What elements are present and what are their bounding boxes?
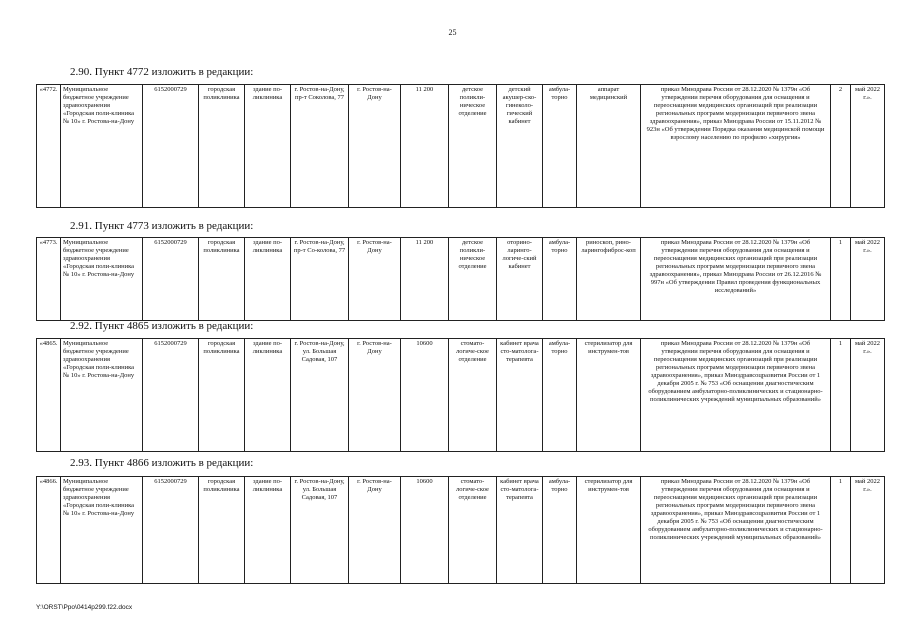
cell-department: детское поликли-ническое отделение	[449, 85, 497, 208]
cell-quantity: 1	[831, 339, 851, 452]
record-table	[36, 476, 885, 584]
cell-care-condition: амбула-торно	[543, 477, 577, 584]
section-title: 2.90. Пункт 4772 изложить в редакции:	[70, 66, 254, 78]
cell-organization-type: городская поликлиника	[199, 238, 245, 321]
cell-population: 11 200	[401, 238, 449, 321]
cell-record-number: «4772.	[37, 85, 61, 208]
cell-building-type: здание по-ликлиника	[245, 85, 291, 208]
cell-organization-type: городская поликлиника	[199, 339, 245, 452]
section-title: 2.93. Пункт 4866 изложить в редакции:	[70, 457, 254, 469]
cell-care-condition: амбула-торно	[543, 339, 577, 452]
cell-cabinet: оторино-ларинго-логиче-ский кабинет	[497, 238, 543, 321]
cell-record-number: «4773.	[37, 238, 61, 321]
table-row	[37, 339, 885, 452]
cell-organization-name: Муниципальное бюджетное учреждение здравоохранения «Городская поли-клиника № 10» г. Ростова-на-Дону	[61, 477, 143, 584]
cell-equipment: стерилизатор для инструмен-тов	[577, 477, 641, 584]
table-row	[37, 85, 885, 208]
cell-department: стомато-логиче-ское отделение	[449, 339, 497, 452]
cell-equipment: аппарат медицинский	[577, 85, 641, 208]
cell-deadline: май 2022 г.».	[851, 339, 885, 452]
cell-care-condition: амбула-торно	[543, 85, 577, 208]
cell-equipment: стерилизатор для инструмен-тов	[577, 339, 641, 452]
cell-inn: 6152000729	[143, 339, 199, 452]
cell-quantity: 2	[831, 85, 851, 208]
cell-municipality: г. Ростов-на-Дону	[349, 85, 401, 208]
cell-cabinet: кабинет врача сто-матолога-терапевта	[497, 477, 543, 584]
cell-record-number: «4866.	[37, 477, 61, 584]
section-title: 2.91. Пункт 4773 изложить в редакции:	[70, 220, 254, 232]
cell-address: г. Ростов-на-Дону, пр-т Со-колова, 77	[291, 238, 349, 321]
table-row	[37, 238, 885, 321]
footer-file-path: Y:\ORST\Ppo\0414p299.f22.docx	[36, 604, 133, 611]
cell-legal-basis: приказ Минздрава России от 28.12.2020 № 1379н «Об утверждении перечня оборудования для оснащения и переоснащения медицинских организаций при реализации региональных программ модернизации первичного звена здравоохранения», приказ Минздравсоцразвития России от 1 декабря 2005 г. № 753 «Об оснащении диагностическим оборудованием амбулаторно-поликлинических и стационарно-поликлинических учреждений муниципальных образований»	[641, 477, 831, 584]
cell-organization-type: городская поликлиника	[199, 85, 245, 208]
cell-legal-basis: приказ Минздрава России от 28.12.2020 № 1379н «Об утверждении перечня оборудования для оснащения и переоснащения медицинских организаций при реализации региональных программ модернизации первичного звена здравоохранения», приказ Минздравсоцразвития России от 1 декабря 2005 г. № 753 «Об оснащении диагностическим оборудованием амбулаторно-поликлинических и стационарно-поликлинических учреждений муниципальных образований»	[641, 339, 831, 452]
cell-municipality: г. Ростов-на-Дону	[349, 477, 401, 584]
cell-population: 10600	[401, 477, 449, 584]
section-title: 2.92. Пункт 4865 изложить в редакции:	[70, 320, 254, 332]
cell-cabinet: детский акушер-ско-гинеколо-гический кабинет	[497, 85, 543, 208]
cell-inn: 6152000729	[143, 477, 199, 584]
cell-building-type: здание по-ликлиника	[245, 477, 291, 584]
cell-department: стомато-логиче-ское отделение	[449, 477, 497, 584]
cell-inn: 6152000729	[143, 85, 199, 208]
cell-population: 10600	[401, 339, 449, 452]
page-number: 25	[448, 28, 457, 37]
cell-quantity: 1	[831, 238, 851, 321]
cell-population: 11 200	[401, 85, 449, 208]
record-table	[36, 338, 885, 452]
cell-building-type: здание по-ликлиника	[245, 238, 291, 321]
table-row	[37, 477, 885, 584]
cell-deadline: май 2022 г.».	[851, 238, 885, 321]
cell-cabinet: кабинет врача сто-матолога-терапевта	[497, 339, 543, 452]
cell-building-type: здание по-ликлиника	[245, 339, 291, 452]
cell-quantity: 1	[831, 477, 851, 584]
cell-equipment: риноскоп, рино-ларингофиброс-коп	[577, 238, 641, 321]
cell-deadline: май 2022 г.».	[851, 477, 885, 584]
cell-deadline: май 2022 г.».	[851, 85, 885, 208]
record-table	[36, 84, 885, 208]
cell-address: г. Ростов-на-Дону, ул. Большая Садовая, 107	[291, 339, 349, 452]
cell-organization-name: Муниципальное бюджетное учреждение здравоохранения «Городская поли-клиника № 10» г. Ростова-на-Дону	[61, 238, 143, 321]
cell-municipality: г. Ростов-на-Дону	[349, 238, 401, 321]
cell-organization-name: Муниципальное бюджетное учреждение здравоохранения «Городская поли-клиника № 10» г. Ростова-на-Дону	[61, 339, 143, 452]
record-table	[36, 237, 885, 321]
cell-municipality: г. Ростов-на-Дону	[349, 339, 401, 452]
cell-legal-basis: приказ Минздрава России от 28.12.2020 № 1379н «Об утверждении перечня оборудования для оснащения и переоснащения медицинских организаций при реализации региональных программ модернизации первичного звена здравоохранения», приказ Минздрава России от 26.12.2016 № 997н «Об утверждении Правил проведения функциональных исследований»	[641, 238, 831, 321]
cell-address: г. Ростов-на-Дону, ул. Большая Садовая, 107	[291, 477, 349, 584]
cell-inn: 6152000729	[143, 238, 199, 321]
cell-address: г. Ростов-на-Дону, пр-т Соколова, 77	[291, 85, 349, 208]
cell-organization-type: городская поликлиника	[199, 477, 245, 584]
cell-department: детское поликли-ническое отделение	[449, 238, 497, 321]
cell-organization-name: Муниципальное бюджетное учреждение здравоохранения «Городская поли-клиника № 10» г. Ростова-на-Дону	[61, 85, 143, 208]
cell-legal-basis: приказ Минздрава России от 28.12.2020 № 1379н «Об утверждении перечня оборудования для оснащения и переоснащения медицинских организаций при реализации региональных программ модернизации первичного звена здравоохранения», приказ Минздрава России от 15.11.2012 № 923н «Об утверждении Порядка оказания медицинской помощи взрослому населению по профилю «хирургия»	[641, 85, 831, 208]
cell-record-number: «4865.	[37, 339, 61, 452]
cell-care-condition: амбула-торно	[543, 238, 577, 321]
